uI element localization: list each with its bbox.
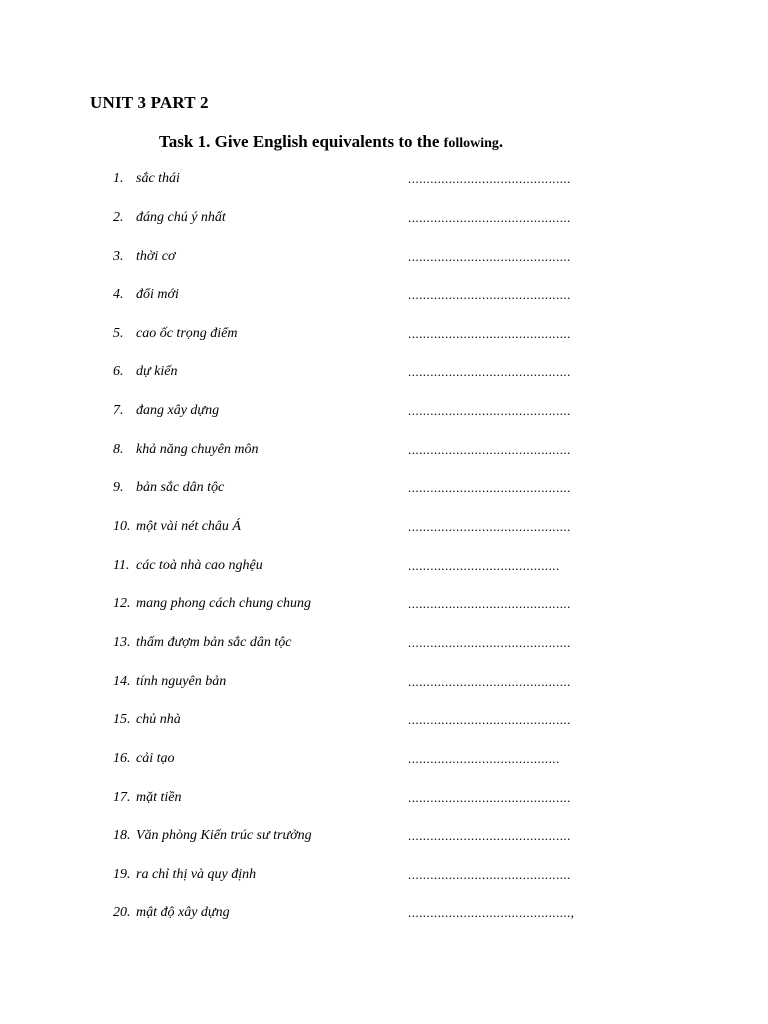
task-title-small: following	[443, 136, 499, 151]
list-item	[0, 905, 768, 929]
list-item	[0, 171, 768, 195]
answer-line: ............................................	[408, 210, 571, 225]
item-number: 1.	[113, 171, 124, 186]
answer-line: ............................................	[408, 364, 571, 379]
list-item	[0, 210, 768, 234]
answer-line: ............................................	[408, 596, 571, 611]
item-term: các toà nhà cao nghệu	[136, 558, 263, 573]
item-term: một vài nét châu Á	[136, 519, 241, 534]
item-term: thời cơ	[136, 249, 176, 264]
list-item	[0, 287, 768, 311]
list-item	[0, 403, 768, 427]
list-item	[0, 712, 768, 736]
item-number: 13.	[113, 635, 131, 650]
item-term: bản sắc dân tộc	[136, 480, 225, 495]
item-number: 18.	[113, 828, 131, 843]
list-item	[0, 828, 768, 852]
item-number: 5.	[113, 326, 124, 341]
item-number: 20.	[113, 905, 131, 920]
answer-line: ............................................	[408, 171, 571, 186]
item-number: 6.	[113, 364, 124, 379]
item-number: 8.	[113, 442, 124, 457]
answer-line: ............................................	[408, 790, 571, 805]
list-item	[0, 364, 768, 388]
item-term: mật độ xây dựng	[136, 905, 230, 920]
item-number: 14.	[113, 674, 131, 689]
item-term: mặt tiền	[136, 790, 182, 805]
answer-line: ............................................	[408, 326, 571, 341]
item-term: đổi mới	[136, 287, 179, 302]
item-term: dự kiến	[136, 364, 178, 379]
item-number: 9.	[113, 480, 124, 495]
answer-line: ............................................	[408, 287, 571, 302]
answer-line: ............................................	[408, 828, 571, 843]
item-number: 10.	[113, 519, 131, 534]
list-item	[0, 519, 768, 543]
answer-line: .........................................	[408, 751, 560, 766]
list-item	[0, 249, 768, 273]
item-number: 3.	[113, 249, 124, 264]
list-item	[0, 635, 768, 659]
item-term: cải tạo	[136, 751, 175, 766]
answer-line: ............................................	[408, 403, 571, 418]
item-number: 11.	[113, 558, 130, 573]
answer-line: .........................................	[408, 558, 560, 573]
item-term: Văn phòng Kiến trúc sư trưởng	[136, 828, 312, 843]
list-item	[0, 751, 768, 775]
item-number: 2.	[113, 210, 124, 225]
list-item	[0, 867, 768, 891]
answer-line: ............................................	[408, 519, 571, 534]
answer-line: ............................................	[408, 635, 571, 650]
item-number: 12.	[113, 596, 131, 611]
list-item	[0, 480, 768, 504]
item-term: thấm đượm bản sắc dân tộc	[136, 635, 292, 650]
item-term: khả năng chuyên môn	[136, 442, 259, 457]
task-title-main: Task 1. Give English equivalents to the	[159, 132, 444, 151]
list-item	[0, 326, 768, 350]
item-term: ra chỉ thị và quy định	[136, 867, 257, 882]
answer-line: ............................................	[408, 442, 571, 457]
list-item	[0, 442, 768, 466]
item-term: đáng chú ý nhất	[136, 210, 226, 225]
answer-line: ............................................	[408, 480, 571, 495]
item-number: 17.	[113, 790, 131, 805]
item-term: tính nguyên bản	[136, 674, 227, 689]
item-number: 4.	[113, 287, 124, 302]
unit-title: UNIT 3 PART 2	[90, 93, 209, 112]
item-number: 15.	[113, 712, 131, 727]
task-title-end: .	[498, 132, 504, 151]
list-item	[0, 674, 768, 698]
answer-line: ............................................,	[408, 905, 575, 920]
answer-line: ............................................	[408, 867, 571, 882]
item-number: 7.	[113, 403, 124, 418]
item-term: mang phong cách chung chung	[136, 596, 311, 611]
item-term: đang xây dựng	[136, 403, 220, 418]
item-term: sắc thái	[136, 171, 180, 186]
item-number: 16.	[113, 751, 131, 766]
list-item	[0, 790, 768, 814]
answer-line: ............................................	[408, 674, 571, 689]
answer-line: ............................................	[408, 249, 571, 264]
answer-line: ............................................	[408, 712, 571, 727]
item-term: chủ nhà	[136, 712, 181, 727]
list-item	[0, 596, 768, 620]
item-term: cao ốc trọng điểm	[136, 326, 238, 341]
list-item	[0, 558, 768, 582]
item-number: 19.	[113, 867, 131, 882]
